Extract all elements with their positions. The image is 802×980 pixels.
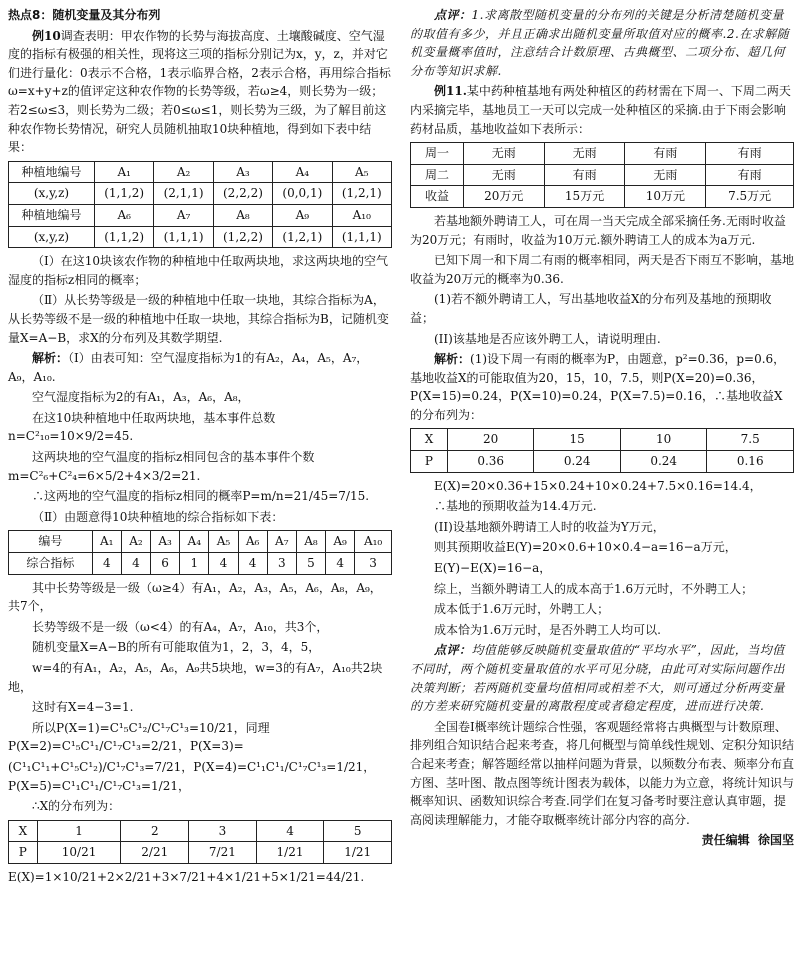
- table-cell: 编号: [9, 531, 93, 553]
- table-row: [9, 226, 392, 248]
- table-cell: 综合指标: [9, 553, 93, 575]
- solution-12: 所以P(X=1)=C¹₅C¹₂/C¹₇C¹₃=10/21，同理P(X=2)=C¹₅C¹₁/C¹₇C¹₃=2/21，P(X=3)=: [8, 720, 270, 754]
- table-cell: 5: [324, 820, 392, 842]
- table-cell: 4: [121, 553, 150, 575]
- table-cell: A₁₀: [332, 204, 391, 226]
- table-cell: 1/21: [256, 842, 324, 864]
- table-cell: 10/21: [37, 842, 121, 864]
- table-cell: 无雨: [463, 164, 544, 186]
- solution-r5: 则其预期收益E(Y)=20×0.6+10×0.4−a=16−a万元，: [434, 540, 737, 555]
- table-cell: 无雨: [463, 143, 544, 165]
- table-cell: A₁: [92, 531, 121, 553]
- table-cell: 0.24: [534, 451, 621, 473]
- table-cell: (1,1,2): [94, 183, 153, 205]
- table-cell: A₆: [94, 204, 153, 226]
- table-cell: (0,0,1): [273, 183, 332, 205]
- table-cell: (1,1,2): [94, 226, 153, 248]
- table-row: [9, 553, 392, 575]
- comment-label: 点评：: [434, 8, 472, 22]
- solution-11: 这时有X=4−3=1.: [32, 700, 134, 715]
- table-cell: 4: [92, 553, 121, 575]
- table-row: [9, 820, 392, 842]
- solution-r6: E(Y)−E(X)=16−a，: [434, 561, 552, 576]
- table-row: [411, 186, 794, 208]
- table-cell: (1,2,1): [273, 226, 332, 248]
- table-cell: 7.5万元: [706, 186, 794, 208]
- table-cell: A₁₀: [355, 531, 392, 553]
- solution-1: 解析：（Ⅰ）由表可知：空气湿度指标为1的有A₂，A₄，A₅，A₇，A₉，A₁₀.: [8, 351, 369, 384]
- table-cell: 10万元: [625, 186, 706, 208]
- table-cell: 无雨: [625, 164, 706, 186]
- example-10-label: 例10: [32, 28, 61, 43]
- table-income: [410, 142, 794, 208]
- table-row: [411, 143, 794, 165]
- solution-14: ∴X的分布列为：: [32, 799, 121, 814]
- solution-label-r: 解析：: [434, 352, 471, 367]
- table-row: [9, 161, 392, 183]
- table-cell: A₉: [273, 204, 332, 226]
- example-11: 例11.某中药种植基地有两处种植区的药材需在下周一、下周二两天内采摘完毕，基地员工一天可以完成一处种植区的采摘.由于下雨会影响药材品质，基地收益如下表所示：: [410, 84, 791, 136]
- solution-2: 空气湿度指标为2的有A₁，A₃，A₆，A₈，: [32, 390, 250, 405]
- table-cell: (1,2,1): [332, 183, 391, 205]
- para-2: 已知下周一和下周二有雨的概率相同，两天是否下雨互不影响，基地收益为20万元的概率为0.36.: [410, 253, 795, 286]
- left-column: [8, 6, 392, 889]
- question-2: （Ⅱ）从长势等级是一级的种植地中任取一块地，其综合指标为A，从长势等级不是一级的种植地中任取一块地，其综合指标为B，记随机变量X=A−B，求X的分布列及其数学期望.: [8, 293, 389, 345]
- solution-label: 解析：: [32, 351, 69, 366]
- table-cell: 0.36: [447, 451, 534, 473]
- table-cell: 7/21: [189, 842, 257, 864]
- table-cell: 10: [620, 429, 707, 451]
- table-cell: X: [411, 429, 448, 451]
- table-cell: (1,2,2): [213, 226, 272, 248]
- table-cell: 3: [355, 553, 392, 575]
- table-cell: 2/21: [121, 842, 189, 864]
- table-cell: A₅: [209, 531, 238, 553]
- solution-r2: E(X)=20×0.36+15×0.24+10×0.24+7.5×0.16=14.4，: [434, 478, 762, 493]
- table-cell: X: [9, 820, 38, 842]
- table-cell: (2,1,1): [154, 183, 213, 205]
- table-row: [411, 164, 794, 186]
- table-cell: A₈: [296, 531, 325, 553]
- example-10: [8, 27, 392, 157]
- table-row: [9, 842, 392, 864]
- solution-6: （Ⅱ）由题意得10块种植地的综合指标如下表：: [32, 509, 284, 524]
- table-cell: 2: [121, 820, 189, 842]
- solution-9: 随机变量X=A−B的所有可能取值为1，2，3，4，5，: [32, 640, 321, 655]
- table-cell: 15: [534, 429, 621, 451]
- table-cell: 0.24: [620, 451, 707, 473]
- solution-4: 这两块地的空气温度的指标z相同包含的基本事件个数m=C²₆+C²₄=6×5/2+4×3/2=21.: [8, 450, 315, 483]
- table-row: [9, 204, 392, 226]
- summary: 全国卷Ⅰ概率统计题综合性强，客观题经常将古典概型与计数原理、排列组合知识结合起来考查，将几何概型与简单线性规划、定积分知识结合起来考查；解答题经常以抽样问题为背景，以频数分布表、频率分布直方图、茎叶图、散点图等统计图表为载体，以能力为立意，将统计知识与概率知识、函数知识综合考查.同学们在复习备考时要注意认真审题，提高阅读理解能力，才能夺取概率统计部分内容的高分.: [410, 719, 795, 827]
- table-cell: P: [9, 842, 38, 864]
- solution-r1: 解析：(1)设下周一有雨的概率为P，由题意，p²=0.36，p=0.6，基地收益X的可能取值为20，15，10，7.5，则P(X=20)=0.36，P(X=15)=0.24，P(X=10)=0.24，P(X=7.5)=0.16，∴基地收益X的分布列为：: [410, 352, 786, 422]
- solution-r4: (II)设基地额外聘请工人时的收益为Y万元，: [434, 519, 665, 534]
- table-cell: A₈: [213, 204, 272, 226]
- table-cell: 收益: [411, 186, 464, 208]
- table-distribution-x: [8, 820, 392, 864]
- table-cell: 20: [447, 429, 534, 451]
- table-cell: (1,1,1): [154, 226, 213, 248]
- table-cell: 有雨: [625, 143, 706, 165]
- table-cell: 有雨: [544, 164, 625, 186]
- table-cell: A₇: [267, 531, 296, 553]
- table-cell: 种植地编号: [9, 204, 95, 226]
- table-cell: A₅: [332, 161, 391, 183]
- table-cell: A₁: [94, 161, 153, 183]
- comment-1: 点评：1.求离散型随机变量的分布列的关键是分析清楚随机变量的取值有多少，并且正确求出随机变量所取值对应的概率.2.在求解随机变量概率值时，注意结合计数原理、古典概型、二项分布、超几何分布等知识求解.: [410, 8, 790, 78]
- solution-8: 长势等级不是一级（ω<4）的有A₄，A₇，A₁₀，共3个，: [32, 619, 329, 634]
- solution-r8: 成本低于1.6万元时，外聘工人；: [434, 602, 610, 617]
- right-column: [410, 6, 794, 852]
- table-cell: (x,y,z): [9, 226, 95, 248]
- solution-10: w=4的有A₁，A₂，A₅，A₆，A₉共5块地，w=3的有A₇，A₁₀共2块地，: [8, 661, 383, 694]
- example-10-text: 调查表明：甲农作物的长势与海拔高度、土壤酸碱度、空气湿度的指标有极强的相关性，现将这三项的指标分别记为x，y，z，并对它们进行量化：0表示不合格，1表示临界合格，2表示合格，再用综合指标ω=x+y+z的值评定这种农作物的长势等级，若ω≥4，则长势为一级；若2≤ω≤3，则长势为二级；若0≤ω≤1，则长势为三级，为了解目前这种农作物长势情况，研究人员随机抽取10块种植地，得到如下表中结果：: [8, 28, 391, 155]
- table-cell: 3: [189, 820, 257, 842]
- table-indicators: [8, 530, 392, 574]
- table-cell: 周二: [411, 164, 464, 186]
- solution-5: ∴这两地的空气温度的指标z相同的概率P=m/n=21/45=7/15.: [32, 489, 370, 504]
- comment-2: 点评：均值能够反映随机变量取值的“平均水平”，因此，当均值不同时，两个随机变量取值的水平可见分晓，由此可对实际问题作出决策判断；若两随机变量均值相同或相差不大，则可通过分析两变量的方差来研究随机变量的离散程度或者稳定程度，进而进行决策.: [410, 643, 786, 714]
- table-cell: A₃: [213, 161, 272, 183]
- table-cell: 种植地编号: [9, 161, 95, 183]
- table-cell: A₃: [151, 531, 180, 553]
- table-cell: A₄: [273, 161, 332, 183]
- table-cell: (x,y,z): [9, 183, 95, 205]
- solution-r3: ∴基地的预期收益为14.4万元.: [434, 499, 597, 514]
- table-cell: 20万元: [463, 186, 544, 208]
- table-cell: 周一: [411, 143, 464, 165]
- table-cell: 3: [267, 553, 296, 575]
- example-11-label: 例11.: [434, 84, 467, 99]
- table-cell: A₂: [121, 531, 150, 553]
- solution-3: 在这10块种植地中任取两块地，基本事件总数n=C²₁₀=10×9/2=45.: [8, 410, 276, 444]
- table-cell: A₂: [154, 161, 213, 183]
- table-cell: 4: [238, 553, 267, 575]
- table-cell: 15万元: [544, 186, 625, 208]
- table-cell: 4: [209, 553, 238, 575]
- para-4: (II)该基地是否应该外聘工人，请说明理由.: [434, 331, 661, 346]
- para-3: (1)若不额外聘请工人，写出基地收益X的分布列及基地的预期收益；: [410, 292, 772, 325]
- table-cell: 1: [180, 553, 209, 575]
- table-plots: [8, 161, 392, 248]
- editor-signature: 责任编辑 徐国坚: [701, 833, 794, 848]
- table-row: [411, 451, 794, 473]
- table-row: [9, 531, 392, 553]
- question-1: （Ⅰ）在这10块该农作物的种植地中任取两块地，求这两块地的空气湿度的指标z相同的概率；: [8, 254, 389, 287]
- table-cell: A₄: [180, 531, 209, 553]
- table-cell: 有雨: [706, 164, 794, 186]
- table-cell: A₉: [326, 531, 355, 553]
- section-title: 热点8：随机变量及其分布列: [8, 8, 161, 22]
- table-row: [411, 429, 794, 451]
- table-cell: A₇: [154, 204, 213, 226]
- table-cell: 0.16: [707, 451, 794, 473]
- solution-r7: 综上，当额外聘请工人的成本高于1.6万元时，不外聘工人；: [434, 581, 754, 596]
- table-cell: 无雨: [544, 143, 625, 165]
- table-cell: 4: [326, 553, 355, 575]
- comment-label-2: 点评：: [434, 643, 472, 658]
- solution-r9: 成本恰为1.6万元时，是否外聘工人均可以.: [434, 622, 661, 637]
- table-row: [9, 183, 392, 205]
- para-1: 若基地额外聘请工人，可在周一当天完成全部采摘任务.无雨时收益为20万元；有雨时，收益为10万元.额外聘请工人的成本为a万元.: [410, 213, 786, 247]
- table-cell: 有雨: [706, 143, 794, 165]
- table-cell: 6: [151, 553, 180, 575]
- table-cell: 7.5: [707, 429, 794, 451]
- table-cell: (2,2,2): [213, 183, 272, 205]
- solution-7: 其中长势等级是一级（ω≥4）有A₁，A₂，A₃，A₅，A₆，A₈，A₉，共7个，: [8, 580, 382, 614]
- table-cell: 1: [37, 820, 121, 842]
- solution-15: E(X)=1×10/21+2×2/21+3×7/21+4×1/21+5×1/21=44/21.: [8, 869, 365, 884]
- table-cell: 1/21: [324, 842, 392, 864]
- table-cell: A₆: [238, 531, 267, 553]
- table-cell: P: [411, 451, 448, 473]
- table-cell: (1,1,1): [332, 226, 391, 248]
- table-cell: 5: [296, 553, 325, 575]
- table-cell: 4: [256, 820, 324, 842]
- solution-13: (C¹₁C¹₁+C¹₅C¹₂)/C¹₇C¹₃=7/21，P(X=4)=C¹₁C¹₁/C¹₇C¹₃=1/21，P(X=5)=C¹₁C¹₁/C¹₇C¹₃=1/21，: [8, 759, 376, 793]
- table-distribution-income: [410, 428, 794, 472]
